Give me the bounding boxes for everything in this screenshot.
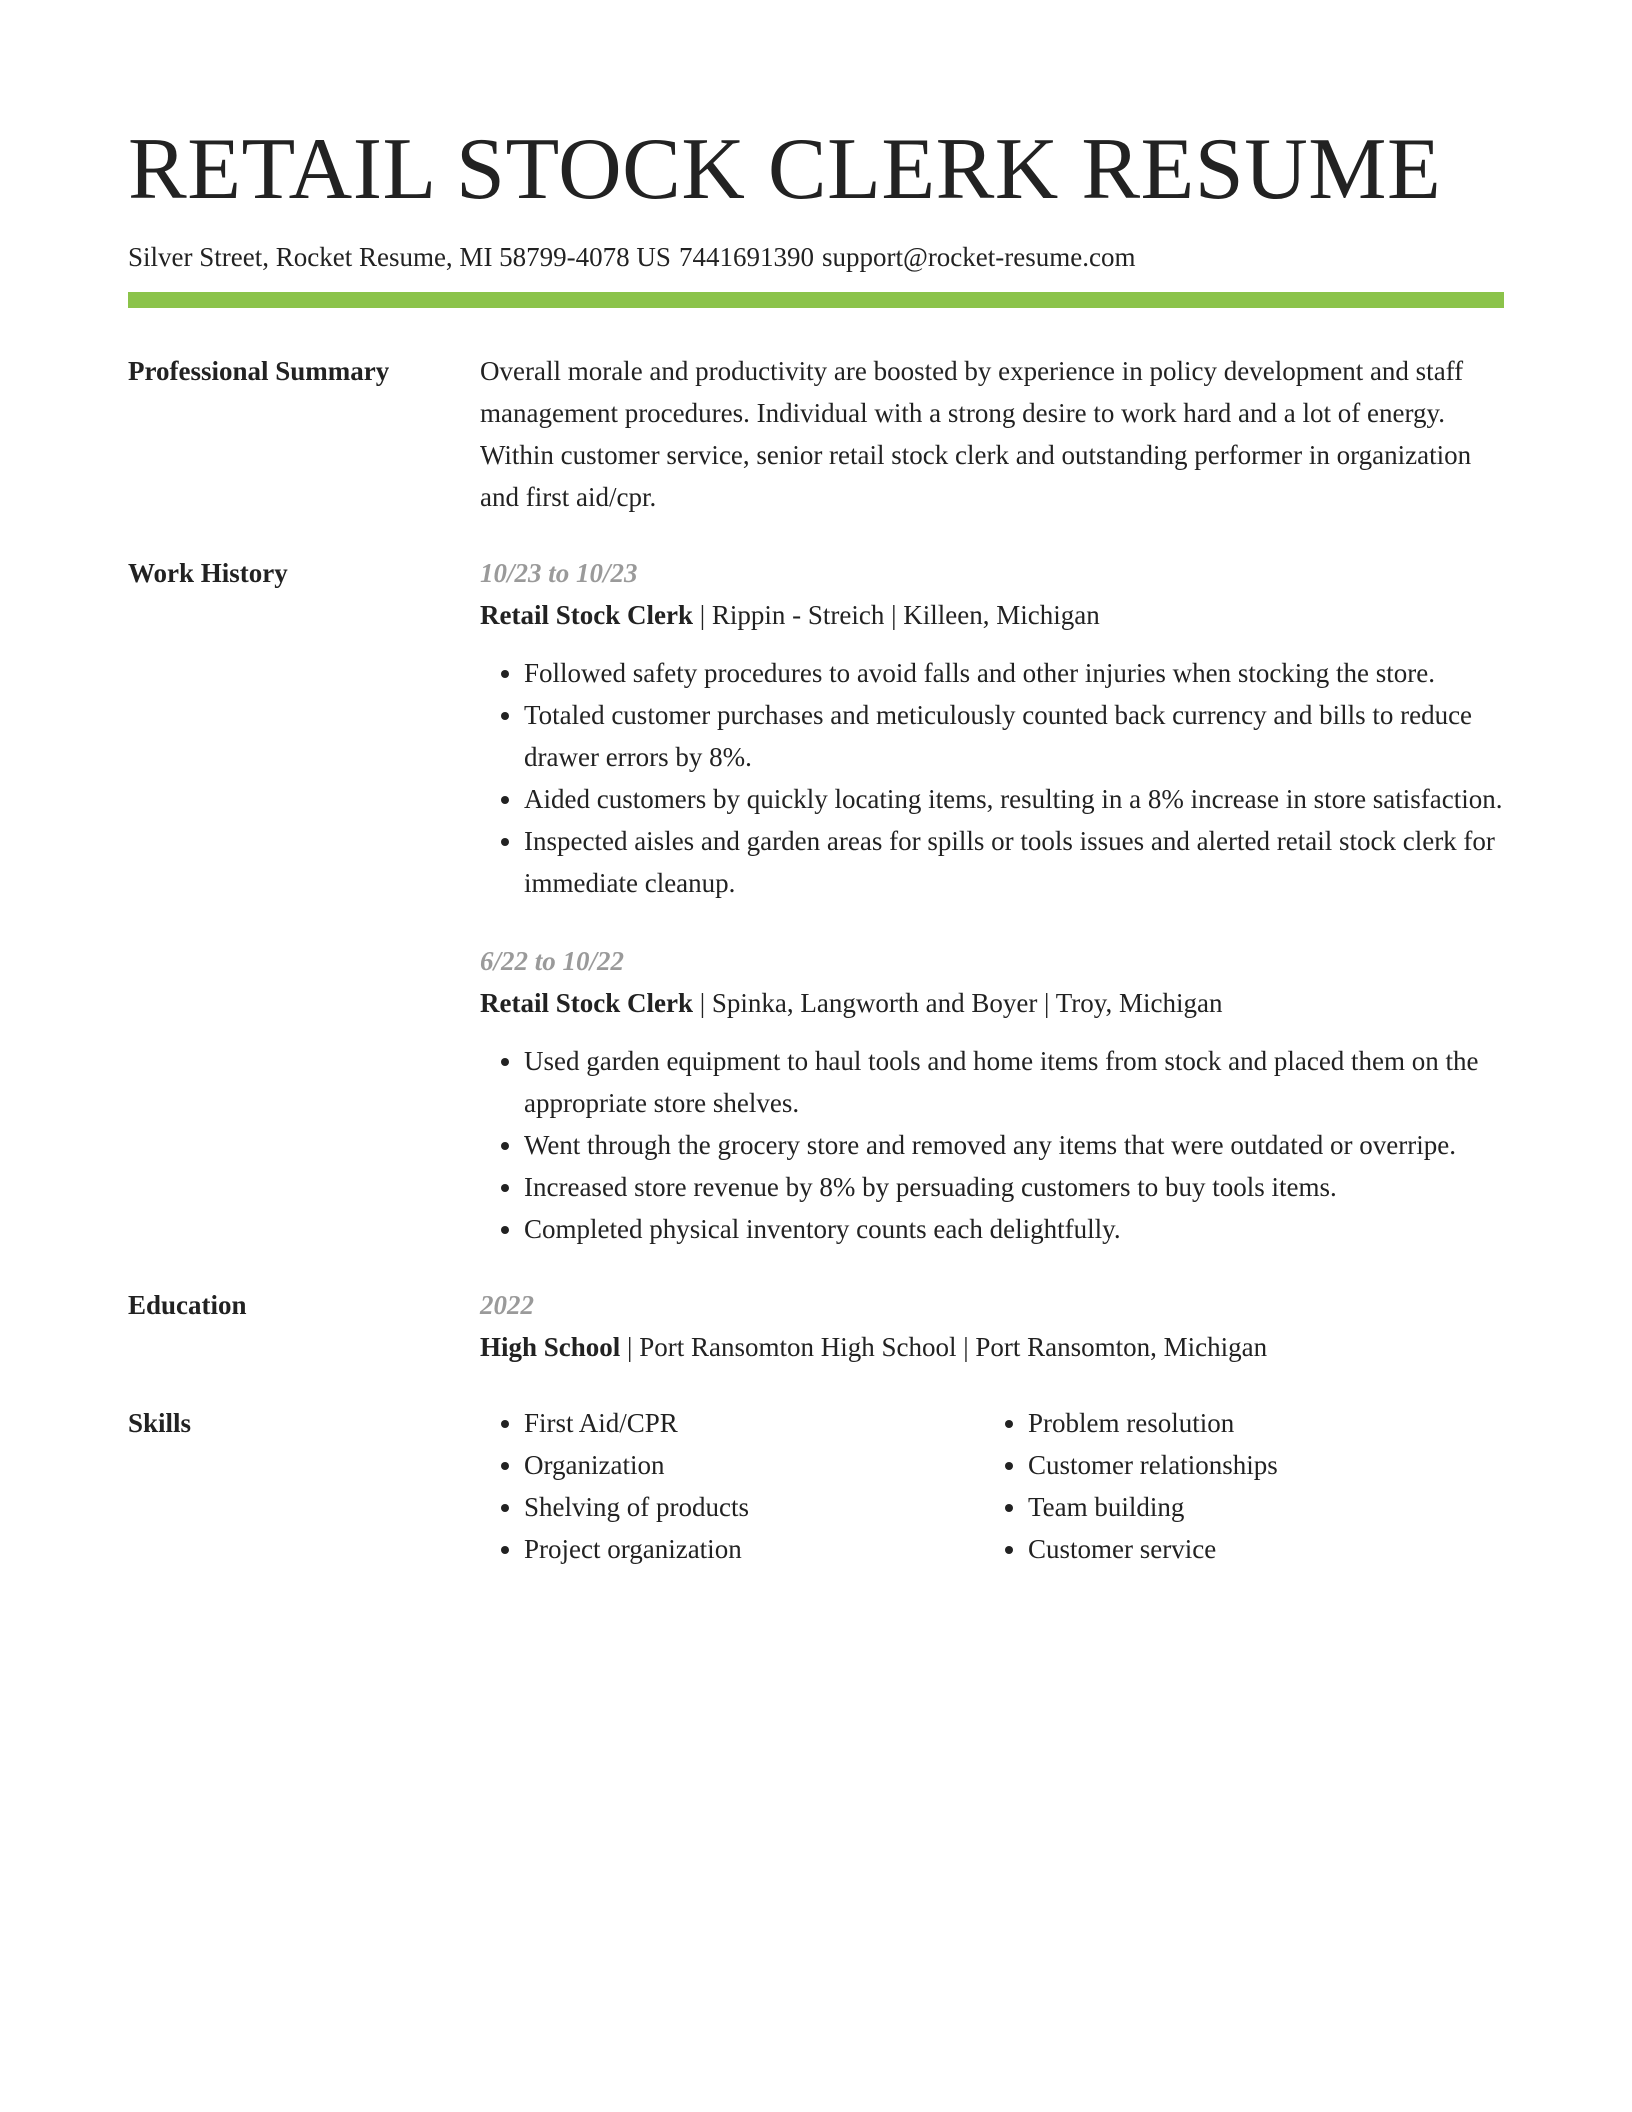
work-history-section (128, 552, 1504, 1250)
list-item: • Used garden equipment to haul tools and home items from stock and placed them on the appropriate store shelves. (524, 1040, 1504, 1124)
list-item: • Inspected aisles and garden areas for spills or tools issues and alerted retail stock clerk for immediate cleanup. (524, 820, 1504, 904)
education-details: | Port Ransomton High School | Port Ransomton, Michigan (620, 1332, 1268, 1362)
skills-heading: Skills (128, 1408, 192, 1438)
contact-email: support@rocket-resume.com (821, 242, 1136, 272)
skill-item: • Team building (1028, 1486, 1488, 1528)
skills-section (128, 1402, 1504, 1570)
summary-section (128, 350, 1504, 518)
resume-page (128, 110, 1504, 1570)
list-item: • Increased store revenue by 8% by persuading customers to buy tools items. (524, 1166, 1504, 1208)
skill-item: • Organization (524, 1444, 984, 1486)
education-heading: Education (128, 1290, 247, 1320)
skill-item: • Shelving of products (524, 1486, 984, 1528)
header-divider (128, 292, 1504, 308)
list-item: • Aided customers by quickly locating items, resulting in a 8% increase in store satisfaction. (524, 778, 1504, 820)
work-history-heading: Work History (128, 558, 288, 588)
education-year: 2022 (480, 1290, 534, 1320)
skill-item: • Customer relationships (1028, 1444, 1488, 1486)
job-bullets (480, 1040, 1504, 1250)
skills-list-left (480, 1402, 984, 1570)
education-degree: High School (480, 1332, 621, 1362)
job-title-line (480, 594, 1504, 636)
job-entry (480, 940, 1504, 1250)
list-item: • Completed physical inventory counts each delightfully. (524, 1208, 1504, 1250)
job-dates: 10/23 to 10/23 (480, 558, 638, 588)
job-details: | Spinka, Langworth and Boyer | Troy, Michigan (692, 988, 1223, 1018)
job-entry (480, 552, 1504, 904)
list-item: • Went through the grocery store and removed any items that were outdated or overripe. (524, 1124, 1504, 1166)
skill-item: • Project organization (524, 1528, 984, 1570)
skill-item: • Problem resolution (1028, 1402, 1488, 1444)
job-details: | Rippin - Streich | Killeen, Michigan (692, 600, 1100, 630)
job-dates: 6/22 to 10/22 (480, 946, 625, 976)
job-title-line (480, 982, 1504, 1024)
job-role: Retail Stock Clerk (480, 600, 693, 630)
summary-text: Overall morale and productivity are boosted by experience in policy development and staff management procedures. Individual with a strong desire to work hard and a lot of energy. Within customer service, senior retail stock clerk and outstanding performer in organization and first aid/cpr. (480, 356, 1472, 512)
job-bullets (480, 652, 1504, 904)
education-section (128, 1284, 1504, 1368)
skills-grid (480, 1402, 1504, 1570)
contact-phone: 7441691390 (678, 242, 814, 272)
list-item: • Followed safety procedures to avoid falls and other injuries when stocking the store. (524, 652, 1504, 694)
skills-list-right (984, 1402, 1488, 1570)
contact-address: Silver Street, Rocket Resume, MI 58799-4078 US (128, 242, 671, 272)
education-line (480, 1326, 1504, 1368)
skill-item: • First Aid/CPR (524, 1402, 984, 1444)
resume-title: RETAIL STOCK CLERK RESUME (128, 121, 1442, 218)
list-item: • Totaled customer purchases and meticulously counted back currency and bills to reduce drawer errors by 8%. (524, 694, 1504, 778)
contact-line (128, 238, 1504, 276)
job-role: Retail Stock Clerk (480, 988, 693, 1018)
skill-item: • Customer service (1028, 1528, 1488, 1570)
summary-heading: Professional Summary (128, 356, 390, 386)
